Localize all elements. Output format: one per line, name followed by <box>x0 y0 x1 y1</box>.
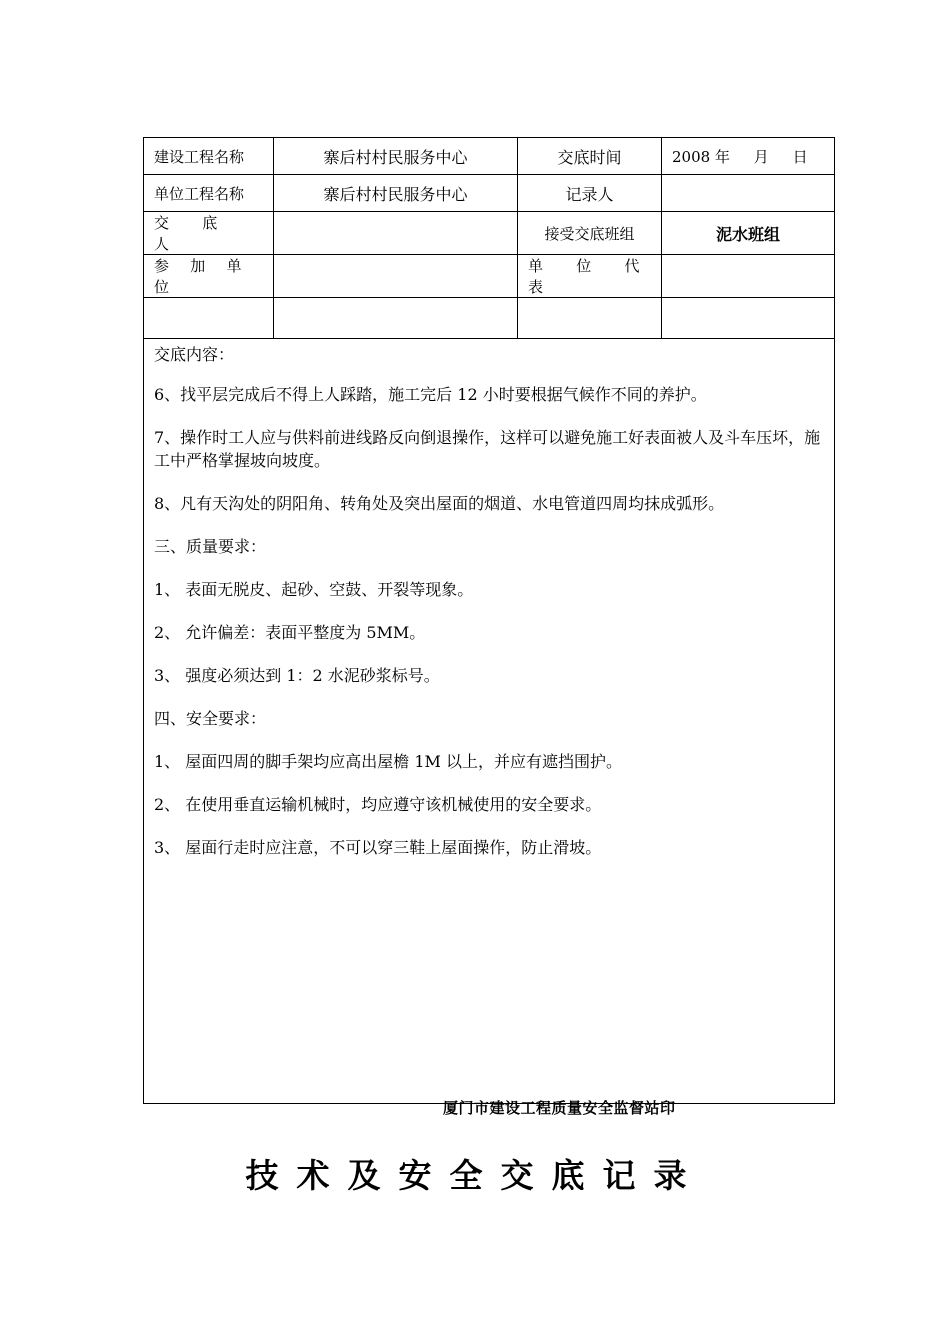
content-line: 8、凡有天沟处的阴阳角、转角处及突出屋面的烟道、水电管道四周均抹成弧形。 <box>154 494 725 513</box>
content-line: 7、操作时工人应与供料前进线路反向倒退操作，这样可以避免施工好表面被人及斗车压坏，施工中严格掌握坡向坡度。 <box>154 428 821 470</box>
project-value: 寨后村村民服务中心 <box>274 138 518 175</box>
blank-cell <box>518 298 662 339</box>
unit-label: 单位工程名称 <box>144 175 274 212</box>
row-project <box>144 138 835 175</box>
project-label: 建设工程名称 <box>144 138 274 175</box>
team-label: 接受交底班组 <box>518 212 662 255</box>
content-line: 3、 屋面行走时应注意，不可以穿三鞋上屋面操作，防止滑坡。 <box>154 838 602 857</box>
content-cell <box>144 339 835 1104</box>
participant-label: 参 加 单 位 <box>144 255 274 298</box>
blank-cell <box>274 298 518 339</box>
row-content <box>144 339 835 1104</box>
rep-label: 单 位 代 表 <box>518 255 662 298</box>
recorder-label: 记录人 <box>518 175 662 212</box>
recorder-value <box>662 175 835 212</box>
team-value: 泥水班组 <box>662 212 835 255</box>
content-line: 2、 在使用垂直运输机械时，均应遵守该机械使用的安全要求。 <box>154 795 602 814</box>
presenter-label: 交 底 人 <box>144 212 274 255</box>
row-participant <box>144 255 835 298</box>
content-line: 1、 表面无脱皮、起砂、空鼓、开裂等现象。 <box>154 580 474 599</box>
row-blank <box>144 298 835 339</box>
content-line: 三、质量要求： <box>154 537 267 556</box>
blank-cell <box>144 298 274 339</box>
participant-value <box>274 255 518 298</box>
content-line: 四、安全要求： <box>154 709 267 728</box>
content-line: 1、 屋面四周的脚手架均应高出屋檐 1M 以上，并应有遮挡围护。 <box>154 752 623 771</box>
content-line: 2、 允许偏差：表面平整度为 5MM。 <box>154 623 426 642</box>
content-line: 6、找平层完成后不得上人踩踏，施工完后 12 小时要根据气候作不同的养护。 <box>154 385 707 404</box>
time-label: 交底时间 <box>518 138 662 175</box>
content-line: 3、 强度必须达到 1：2 水泥砂浆标号。 <box>154 666 440 685</box>
rep-value <box>662 255 835 298</box>
blank-cell <box>662 298 835 339</box>
presenter-value <box>274 212 518 255</box>
unit-value: 寨后村村民服务中心 <box>274 175 518 212</box>
row-unit <box>144 175 835 212</box>
row-presenter <box>144 212 835 255</box>
content-heading: 交底内容： <box>154 345 235 364</box>
org-stamp-text: 厦门市建设工程质量安全监督站印 <box>443 1099 676 1117</box>
document-title: 技术及安全交底记录 <box>245 1156 705 1195</box>
record-table <box>143 137 835 1104</box>
time-value: 2008 年 月 日 <box>662 138 835 175</box>
